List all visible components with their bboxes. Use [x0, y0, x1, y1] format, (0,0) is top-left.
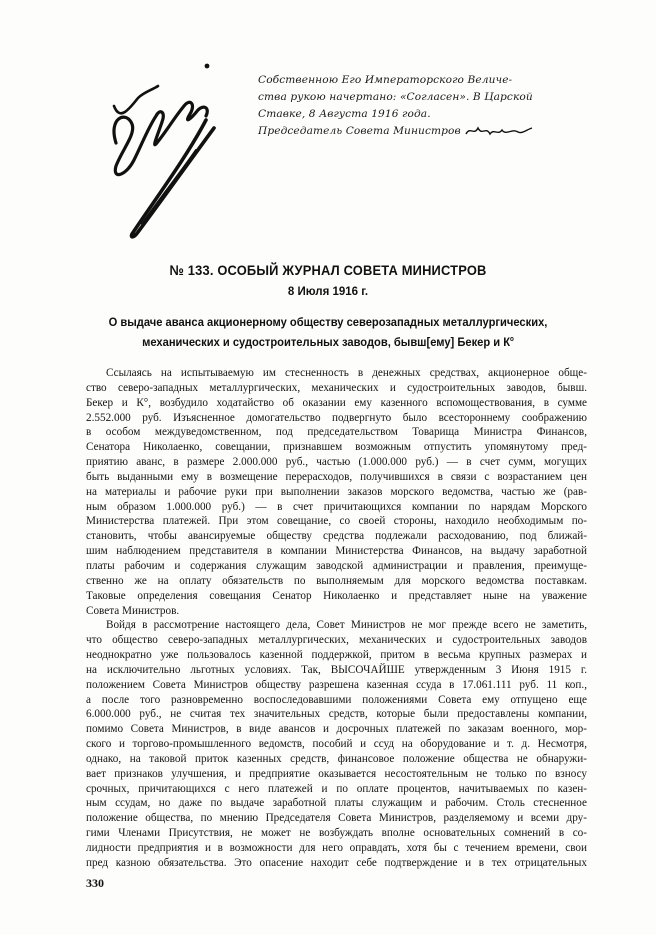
- body-line: положение общества, по мнению Председателя Совета Министров, разделяемому и всеми дру-: [86, 812, 587, 825]
- body-line: в особом междуведомственном, под председательством Товарища Министра Финансов,: [86, 426, 587, 439]
- body-line: платы рабочим и содержания служащим заводской администрации и правления, преимуще-: [86, 559, 587, 572]
- body-line: Министерства платежей. При этом совещание, со своей стороны, находило необходимым по-: [86, 515, 587, 528]
- body-line: быть выданными ему в возмещение перерасходов, получившихся в связи с возрастанием цен: [86, 470, 587, 483]
- body-line: на материалы и рабочие руки при выполнении заказов морского ведомства, частью же (рав-: [86, 485, 587, 498]
- body-line: 6.000.000 руб., не считая тех значительных средств, которые были предоставлены компании,: [86, 708, 587, 721]
- journal-body: [86, 366, 587, 871]
- body-line: Совета Министров.: [86, 604, 180, 617]
- body-line: лидности предприятия и в возможности для него оправдать, хотя бы с течением времени, свои: [86, 842, 587, 854]
- body-line: становить, чтобы авансируемые обществу средства подлежали расходованию, под ближай-: [86, 530, 587, 543]
- signature-caption: Председатель Совета Министров: [258, 125, 461, 137]
- body-line: однако, на таковой приток казенных средств, финансовое положение общества не обнаружи-: [86, 752, 587, 765]
- body-line: а после того разновременно воспоследовавшими положениями Совета ему отпущено еще: [86, 693, 587, 706]
- resolution-line: Собственною Его Императорского Величе-: [258, 74, 513, 86]
- resolution-line: Ставке, 8 Августа 1916 года.: [258, 108, 431, 120]
- body-line: ным ссудам, но даже по выдаче заработной платы служащим и рабочим. Столь стесненное: [86, 797, 587, 810]
- body-line: вает признаков улучшения, и предприятие оказывается несостоятельным не только по взносу: [86, 767, 587, 780]
- subtitle-line: О выдаче аванса акционерному обществу северозападных металлургических,: [108, 315, 548, 329]
- resolution-signature-line: [258, 123, 588, 140]
- body-line: Сенатора Николаенко, совещании, признавшем возможным отпустить упомянутому пред-: [86, 441, 587, 454]
- body-line: ственно же на оплату обязательств по выполняемым для морского ведомства поставкам.: [86, 574, 587, 587]
- body-line: срочных, причитающихся с него платежей и по оплате процентов, начитываемых по казен-: [86, 782, 587, 795]
- body-line: 2.552.000 руб. Изъясненное домогательство подвергнуто было всестороннему соображению: [86, 411, 587, 424]
- journal-title: № 133. ОСОБЫЙ ЖУРНАЛ СОВЕТА МИНИСТРОВ: [169, 262, 487, 278]
- body-line: неоднократно уже пользовалось казенной поддержкой, притом в весьма крупных размерах и: [86, 649, 587, 662]
- journal-subtitle: [33, 314, 623, 351]
- body-line: Бекер и К°, возбудило ходатайство об оказании ему казенного вспомоществования, в сумме: [86, 396, 587, 409]
- journal-date: 8 Июля 1916 г.: [287, 286, 369, 298]
- chairman-signature: [464, 124, 534, 138]
- subtitle-superscript: о: [510, 336, 514, 343]
- body-line: Таковые определения совещания Сенатор Николаенко и представляет ныне на уважение: [86, 589, 587, 602]
- resolution-line: ства рукою начертано: «Согласен». В Царской: [258, 91, 533, 103]
- body-line: шим наблюдением представителя в компании Министерства Финансов, на выдачу заработной: [86, 545, 587, 558]
- body-line: что общество северо-западных металлургических, механических и судостроительных заводов: [86, 634, 587, 647]
- page-number: 330: [86, 876, 104, 890]
- body-line: помимо Совета Министров, в виде авансов и досрочных платежей по заказам военного, мор-: [86, 723, 587, 736]
- body-line: ным образом 1.000.000 руб.) — в счет причитающихся компании по нарядам Морского: [86, 500, 587, 513]
- body-line: гими Членами Присутствия, не может не возбуждать вполне основательных сомнений в со-: [86, 827, 587, 840]
- body-line: Войдя в рассмотрение настоящего дела, Совет Министров не мог прежде всего не заметить,: [106, 619, 587, 632]
- body-line: ство северо-западных металлургических, механических и судостроительных заводов, бывш.: [86, 381, 587, 394]
- body-line: ского и торгово-промышленного ведомств, пособий и ссуд на оборудование и т. д. Несмотря,: [86, 738, 587, 751]
- body-line: приятию аванс, в размере 2.000.000 руб., частью (1.000.000 руб.) — в счет сумм, могущих: [86, 456, 587, 469]
- body-line: положением Совета Министров обществу разрешена казенная ссуда в 17.061.111 руб. 11 коп.,: [86, 678, 587, 691]
- handwritten-signature-soglasen: [86, 48, 236, 248]
- body-line: на исключительно льготных условиях. Так, ВЫСОЧАЙШЕ утвержденным 3 Июня 1915 г.: [86, 663, 587, 676]
- imperial-resolution: [258, 72, 588, 140]
- body-line: пред казною обязательства. Это опасение находит себе подтверждение и в тех отрицательных: [86, 856, 587, 869]
- subtitle-line-text: механических и судостроительных заводов, бывш[ему] Бекер и К: [142, 335, 511, 350]
- subtitle-line: [33, 331, 623, 351]
- body-line: Ссылаясь на испытываемую им стесненность в денежных средствах, акционерное обще-: [106, 367, 587, 379]
